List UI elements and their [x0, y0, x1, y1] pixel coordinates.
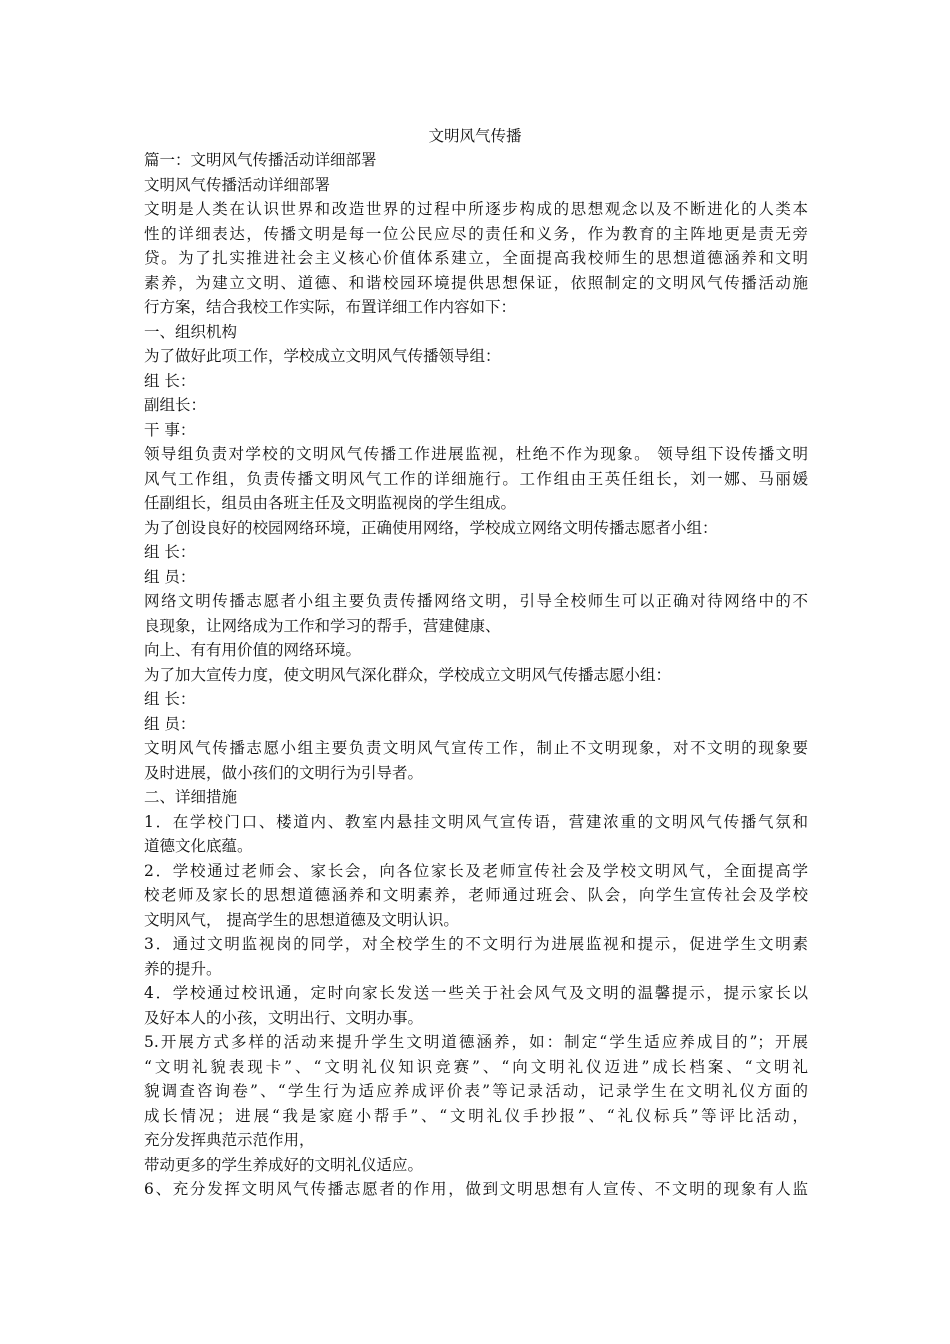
text-line: 素养，为建立文明、道德、和谐校园环境提供思想保证，依照制定的文明风气传播活动施 [144, 273, 808, 292]
text-line: 任副组长，组员由各班主任及文明监视岗的学生组成。 [144, 494, 517, 512]
text-line: 为了做好此项工作，学校成立文明风气传播领导组： [144, 347, 501, 365]
text-line: 二、详细措施 [144, 788, 238, 806]
text-line: 道德文化底蕴。 [144, 837, 253, 855]
text-line: 篇一：文明风气传播活动详细部署 [144, 151, 377, 169]
text-line: 为了创设良好的校园网络环境，正确使用网络，学校成立网络文明传播志愿者小组： [144, 518, 718, 537]
text-line: 副组长： [144, 396, 207, 414]
text-line: 1．在学校门口、楼道内、教室内悬挂文明风气宣传语，营建浓重的文明风气传播气氛和 [144, 812, 808, 831]
text-line: 干 事： [144, 420, 196, 439]
text-line: 网络文明传播志愿者小组主要负责传播网络文明，引导全校师生可以正确对待网络中的不 [144, 592, 808, 610]
text-line: 一、组织机构 [144, 322, 238, 341]
document-body [144, 148, 808, 1202]
text-line: 风气工作组，负责传播文明风气工作的详细施行。工作组由王英任组长，刘一娜、马丽媛 [144, 469, 808, 488]
text-line: 成长情况；进展“我是家庭小帮手”、“文明礼仪手抄报”、“礼仪标兵”等评比活动， [144, 1106, 808, 1125]
text-line: 文明是人类在认识世界和改造世界的过程中所逐步构成的思想观念以及不断进化的人类本 [144, 200, 808, 218]
text-line: 充分发挥典范示范作用， [144, 1131, 315, 1149]
text-line: 良现象，让网络成为工作和学习的帮手，营建健康、 [144, 616, 501, 635]
text-line: 6、充分发挥文明风气传播志愿者的作用，做到文明思想有人宣传、不文明的现象有人监 [144, 1180, 808, 1198]
text-line: 组 长： [144, 690, 196, 708]
text-line: 组 长： [144, 543, 196, 561]
text-line: 养的提升。 [144, 959, 222, 978]
text-line: 文明风气传播活动详细部署 [144, 175, 331, 194]
document-title: 文明风气传播 [428, 127, 522, 145]
text-line: 组 员： [144, 714, 196, 733]
text-line: “文明礼貌表现卡”、“文明礼仪知识竞赛”、“向文明礼仪迈进”成长档案、“文明礼 [144, 1057, 808, 1076]
text-line: 领导组负责对学校的文明风气传播工作进展监视，杜绝不作为现象。 领导组下设传播文明 [144, 445, 808, 463]
text-line: 文明风气传播志愿小组主要负责文明风气宣传工作，制止不文明现象，对不文明的现象要 [144, 739, 808, 757]
text-line: 文明风气， 提高学生的思想道德及文明认识。 [144, 910, 459, 929]
text-line: 及好本人的小孩，文明出行、文明办事。 [144, 1008, 424, 1027]
text-line: 5.开展方式多样的活动来提升学生文明道德涵养，如：制定“学生适应养成目的”；开展 [144, 1033, 808, 1051]
text-line: 向上、有有用价值的网络环境。 [144, 641, 362, 659]
text-line: 行方案，结合我校工作实际，布置详细工作内容如下： [144, 298, 517, 316]
text-line: 组 长： [144, 371, 196, 390]
text-line: 及时进展，做小孩们的文明行为引导者。 [144, 763, 424, 782]
text-line: 贷。为了扎实推进社会主义核心价值体系建立，全面提高我校师生的思想道德涵养和文明 [144, 249, 808, 267]
text-line: 组 员： [144, 567, 196, 586]
text-line: 2．学校通过老师会、家长会，向各位家长及老师宣传社会及学校文明风气，全面提高学 [144, 861, 808, 880]
text-line: 带动更多的学生养成好的文明礼仪适应。 [144, 1155, 424, 1174]
text-line: 为了加大宣传力度，使文明风气深化群众，学校成立文明风气传播志愿小组： [144, 665, 672, 684]
text-line: 4．学校通过校讯通，定时向家长发送一些关于社会风气及文明的温馨提示，提示家长以 [144, 984, 808, 1002]
text-line: 3．通过文明监视岗的同学，对全校学生的不文明行为进展监视和提示，促进学生文明素 [144, 935, 808, 953]
text-line: 校老师及家长的思想道德涵养和文明素养，老师通过班会、队会，向学生宣传社会及学校 [144, 886, 808, 904]
text-line: 性的详细表达，传播文明是每一位公民应尽的责任和义务，作为教育的主阵地更是责无旁 [144, 224, 808, 243]
text-line: 貌调查咨询卷”、“学生行为适应养成评价表”等记录活动，记录学生在文明礼仪方面的 [144, 1082, 808, 1100]
